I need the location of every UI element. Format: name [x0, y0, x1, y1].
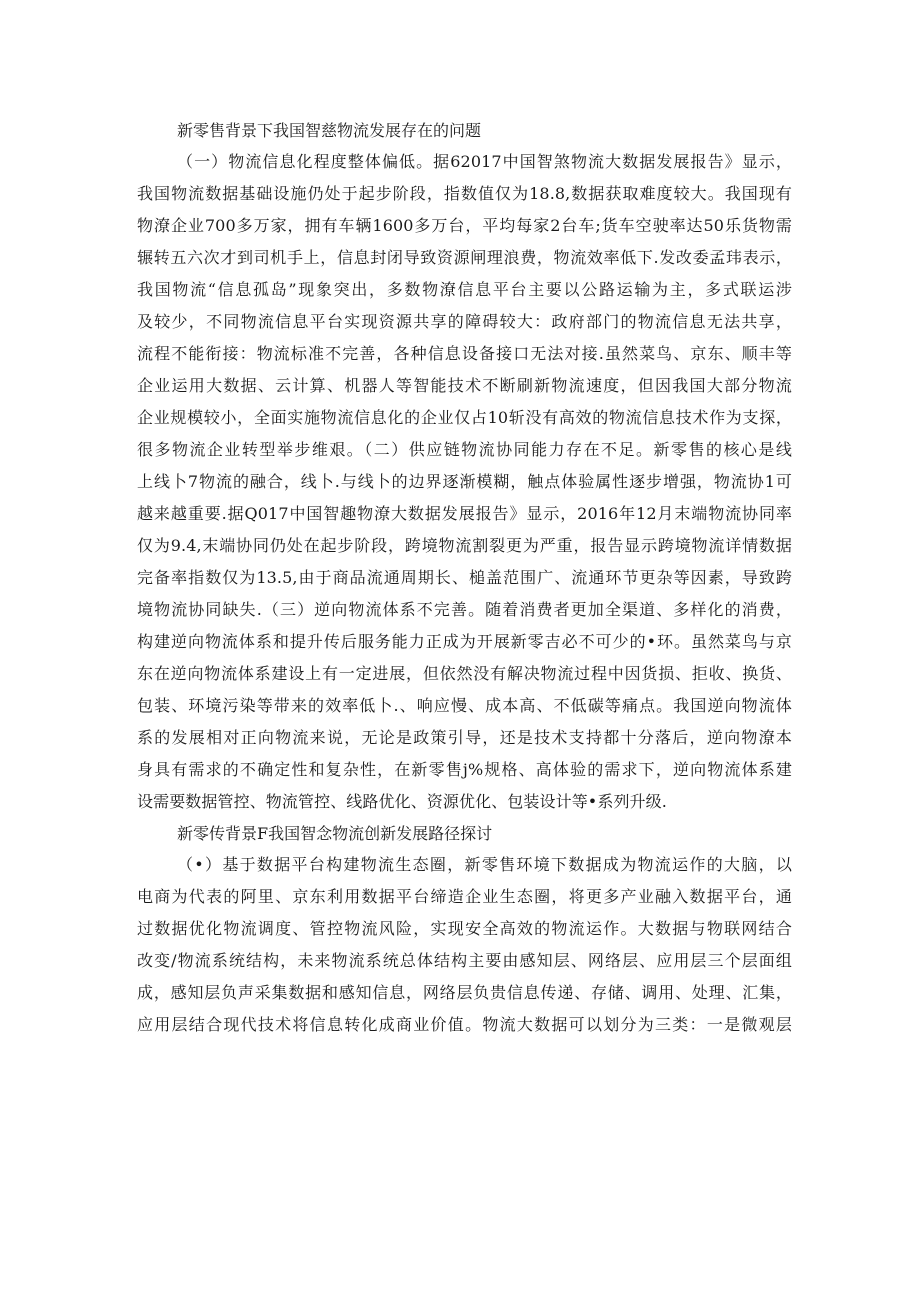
section-body-paths — [137, 849, 792, 1041]
paragraph-line: （一）物流信息化程度整体偏低。据62017中国智煞物流大数据发展报告》显示， — [177, 152, 792, 171]
paragraph-line: 完备率指数仅为13.5,由于商品流通周期长、槌盖范围广、流通环节更杂等因素，导致跨 — [137, 568, 792, 587]
paragraph-line: 东在逆向物流体系建设上有一定进展，但依然没有解决物流过程中因货损、拒收、换货、 — [137, 664, 792, 683]
paragraph-line: 上线卜7物流的融合，线卜.与线卜的边界逐渐模糊，触点体验属性逐步增强，物流协1可 — [137, 472, 792, 491]
section-heading-problems: 新零售背景下我国智慈物流发展存在的问题 — [177, 121, 482, 140]
paragraph-line: 及较少，不同物流信息平台实现资源共享的障碍较大：政府部门的物流信息无法共享， — [137, 312, 792, 331]
paragraph-line: 物潦企业700多万家，拥有车辆1600多万台，平均每家2台车;货车空驶率达50乐货物需 — [137, 216, 792, 235]
paragraph-line: 境物流协同缺失.（三）逆向物流体系不完善。随着消费者更加全渠道、多样化的消费， — [137, 600, 792, 619]
paragraph-line: 企业运用大数据、云计算、机器人等智能技术不断刷新物流速度，但因我国大部分物流 — [137, 376, 792, 395]
section-body-problems — [137, 146, 792, 818]
paragraph-line: 包装、环境污染等带来的效率低卜.、响应慢、成本高、不低碳等痛点。我国逆向物流体 — [137, 696, 792, 715]
paragraph-line: 成，感知层负声采集数据和感知信息，网络层负贵信息传递、存储、调用、处理、汇集， — [137, 983, 792, 1002]
section-heading-paths: 新零传背景F我国智念物流创新发展路径探讨 — [177, 824, 493, 843]
paragraph-line: 我国物流“信息孤岛”现象突出，多数物潦信息平台主要以公路运输为主，多式联运涉 — [137, 280, 792, 299]
paragraph-line: 身具有需求的不确定性和复杂性，在新零售j%规格、高体验的需求下，逆向物流体系建 — [137, 760, 792, 779]
paragraph-line: （•）基于数据平台构建物流生态圈，新零售环境下数据成为物流运作的大脑，以 — [177, 855, 792, 874]
paragraph-line: 设需要数据管控、物流管控、线路优化、资源优化、包装设计等•系列升级. — [137, 792, 667, 811]
paragraph-line: 构建逆向物流体系和提升传后服务能力正成为开展新零吉必不可少的•环。虽然菜鸟与京 — [137, 632, 792, 651]
paragraph-line: 企业规模较小，全面实施物流信息化的企业仅占10斩没有高效的物流信息技术作为支探， — [137, 408, 792, 427]
paragraph-line: 辗转五六次才到司机手上，信息封闭导致资源闸理浪费，物流效率低下.发改委孟玮表示， — [137, 248, 792, 267]
paragraph-line: 应用层结合现代技术将信息转化成商业价值。物流大数据可以划分为三类：一是微观层 — [137, 1015, 792, 1034]
paragraph-line: 越来越重要.据Q017中国智趣物潦大数据发展报告》显示，2016年12月末端物流协同率 — [137, 504, 792, 523]
paragraph-line: 仅为9.4,末端协同仍处在起步阶段，跨境物流割裂更为严重，报告显示跨境物流详情数据 — [137, 536, 792, 555]
paragraph-line: 很多物流企业转型举步维艰。（二）供应链物流协同能力存在不足。新零售的核心是线 — [137, 440, 792, 459]
paragraph-line: 流程不能衔接：物流标准不完善，各种信息设备接口无法对接.虽然菜鸟、京东、顺丰等 — [137, 344, 792, 363]
paragraph-line: 我国物流数据基础设施仍处于起步阶段，指数值仅为18.8,数据获取难度较大。我国现有 — [137, 184, 792, 203]
paragraph-line: 过数据优化物流调度、管控物流风险，实现安全高效的物流运作。大数据与物联网结合 — [137, 919, 792, 938]
paragraph-line: 系的发展相对正向物流来说，无论是政策引导，还是技术支持都十分落后，逆向物潦本 — [137, 728, 792, 747]
document-body — [137, 115, 792, 1041]
paragraph-line: 改变/物流系统结构，未来物流系统总体结构主要由感知层、网络层、应用层三个层面组 — [137, 951, 792, 970]
paragraph-line: 电商为代表的阿里、京东利用数据平台缔造企业生态圈，将更多产业融入数据平台，通 — [137, 887, 792, 906]
